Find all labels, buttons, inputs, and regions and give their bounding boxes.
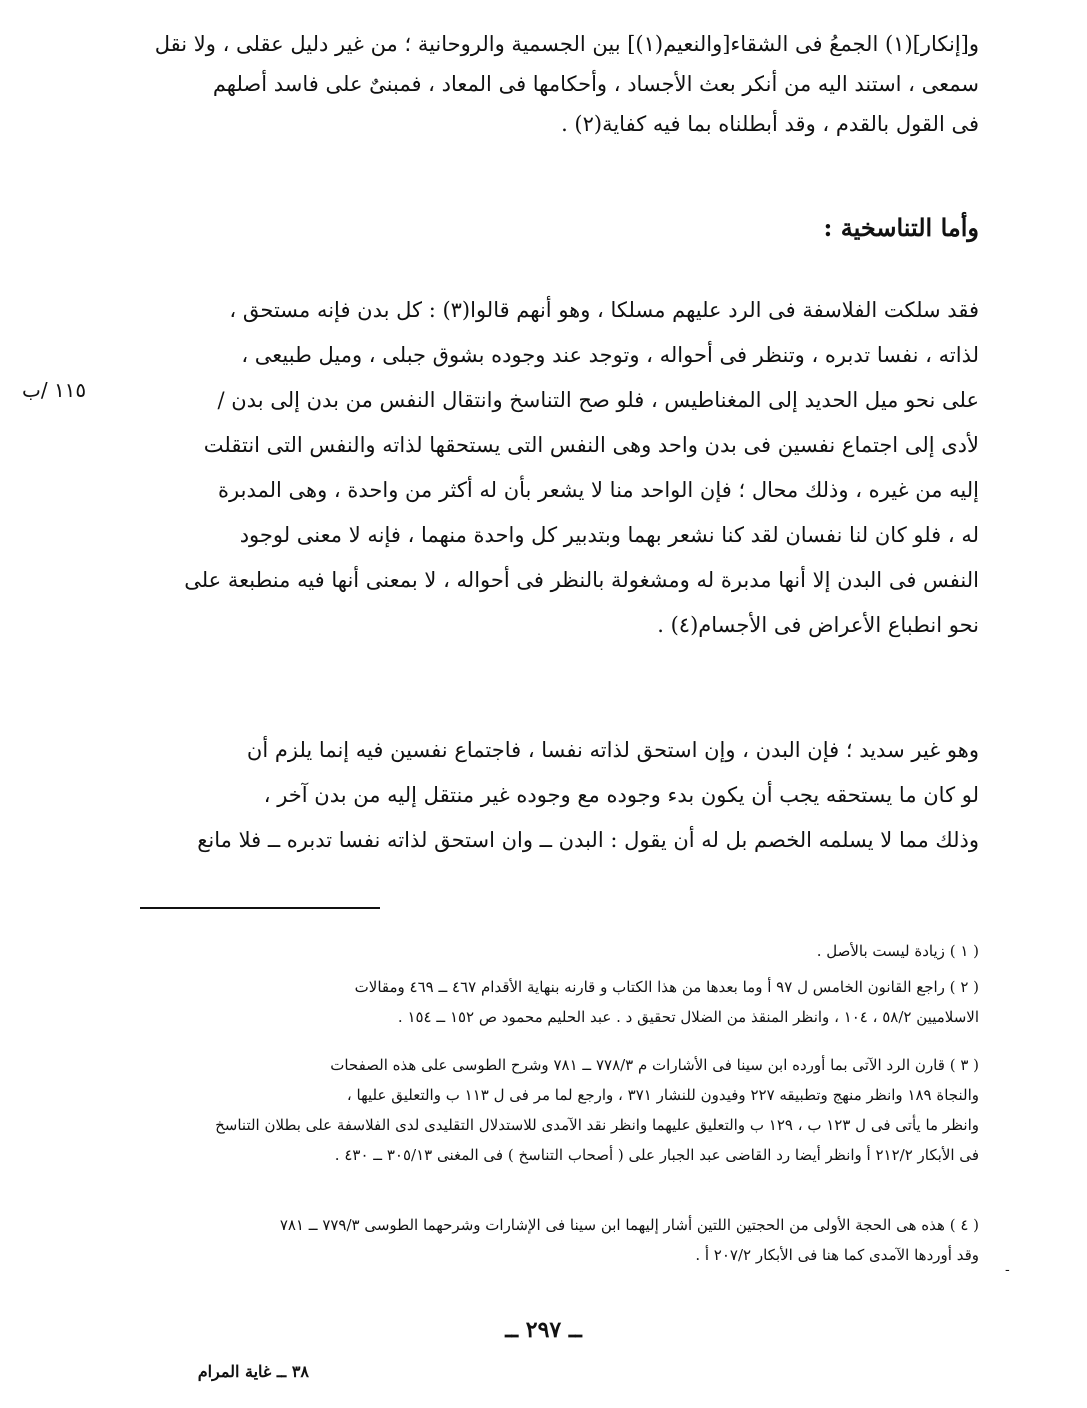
footnote-line: ( ٣ ) قارن الرد الآتى بما أورده ابن سينا فى الأشارات م ٧٧٨/٣ ــ ٧٨١ وشرح الطوسى على هذه الصفحات (330, 1056, 979, 1074)
marginal-folio-note: ١١٥ /ب (22, 378, 87, 402)
margin-dash-mark: - (1005, 1262, 1010, 1278)
footnote-line: ( ١ ) زيادة ليست بالأصل . (816, 942, 979, 960)
page-number: ــ ٢٩٧ ــ (505, 1317, 582, 1343)
footnote-4 (147, 1210, 979, 1270)
text-line: سمعى ، استند اليه من أنكر بعث الأجساد ، وأحكامها فى المعاد ، فمبنىٌ على فاسد أصلهم (212, 72, 979, 96)
text-line: نحو انطباع الأعراض فى الأجسام(٤) . (657, 613, 979, 637)
text-line: لو كان ما يستحقه يجب أن يكون بدء وجوده مع وجوده غير منتقل إليه من بدن آخر ، (263, 783, 979, 807)
text-line: النفس فى البدن إلا أنها مدبرة له ومشغولة بالنظر فى أحواله ، لا بمعنى أنها فيه منطبعة على (184, 568, 979, 592)
footnote-line: والنجاة ١٨٩ وانظر منهج وتطبيقه ٢٢٧ وفيدون للنشار ٣٧١ ، وارجع لما مر فى ل ١١٣ ب والتعليق عليها ، (346, 1086, 979, 1104)
text-line: و[إنكار](١) الجمعُ فى الشقاء[والنعيم(١)] بين الجسمية والروحانية ؛ من غير دليل عقلى ، ولا نقل (154, 32, 979, 56)
text-line: وهو غير سديد ؛ فإن البدن ، وإن استحق لذاته نفسا ، فاجتماع نفسين فيه إنما يلزم أن (246, 738, 979, 762)
footnote-3 (147, 1050, 979, 1170)
text-line: إليه من غيره ، وذلك محال ؛ فإن الواحد منا لا يشعر بأن له أكثر من واحدة ، وهى المدبرة (218, 478, 979, 502)
footnote-line: ( ٢ ) راجع القانون الخامس ل ٩٧ أ وما بعدها من هذا الكتاب و قارنه بنهاية الأقدام ٤٦٧ ــ ٤٦٩ ومقالات (354, 978, 979, 996)
paragraph-philosophers-argument (147, 288, 979, 648)
text-line: وذلك مما لا يسلمه الخصم بل له أن يقول : البدن ــ وان استحق لذاته نفسا تدبره ــ فلا مانع (197, 828, 979, 852)
text-line: له ، فلو كان لنا نفسان لقد كنا نشعر بهما وبتدبير كل واحدة منهما ، فإنه لا معنى لوجود (239, 523, 979, 547)
paragraph-refutation (147, 728, 979, 863)
signature-label: ٣٨ ــ غاية المرام (197, 1362, 309, 1381)
footnote-divider (140, 907, 380, 909)
paragraph-intro (147, 24, 979, 144)
footnote-line: فى الأبكار ٢١٢/٢ أ وانظر أيضا رد القاضى عبد الجبار على ( أصحاب التناسخ ) فى المغنى ٣٠٥/١٣ ــ ٤٣٠ . (334, 1146, 979, 1164)
footnote-line: وانظر ما يأتى فى ل ١٢٣ ب ، ١٢٩ ب والتعليق عليهما وانظر نقد الآمدى للاستدلال التقليدى لدى الفلاسفة على بطلان التناسخ (215, 1116, 979, 1134)
footnote-line: وقد أوردها الآمدى كما هنا فى الأبكار ٢٠٧/٢ أ . (695, 1246, 979, 1264)
text-line: فى القول بالقدم ، وقد أبطلناه بما فيه كفاية(٢) . (561, 112, 979, 136)
text-line: لأدى إلى اجتماع نفسين فى بدن واحد وهى النفس التى يستحقها لذاته والنفس التى انتقلت (203, 433, 979, 457)
section-heading: وأما التناسخية : (823, 213, 979, 242)
footnote-line: الاسلاميين ٥٨/٢ ، ١٠٤ ، وانظر المنقذ من الضلال تحقيق د . عبد الحليم محمود ص ١٥٢ ــ ١٥٤ . (397, 1008, 979, 1026)
footnote-line: ( ٤ ) هذه هى الحجة الأولى من الحجتين اللتين أشار إليهما ابن سينا فى الإشارات وشرحهما الطوسى ٧٧٩/٣ ــ ٧٨١ (279, 1216, 979, 1234)
text-line: على نحو ميل الحديد إلى المغناطيس ، فلو صح التناسخ وانتقال النفس من بدن إلى بدن / (217, 388, 979, 412)
text-line: لذاته ، نفسا تدبره ، وتنظر فى أحواله ، وتوجد عند وجوده بشوق جبلى ، وميل طبيعى ، (241, 343, 979, 367)
footnote-1 (147, 936, 979, 966)
text-line: فقد سلكت الفلاسفة فى الرد عليهم مسلكا ، وهو أنهم قالوا(٣) : كل بدن فإنه مستحق ، (229, 298, 979, 322)
footnote-2 (147, 972, 979, 1032)
